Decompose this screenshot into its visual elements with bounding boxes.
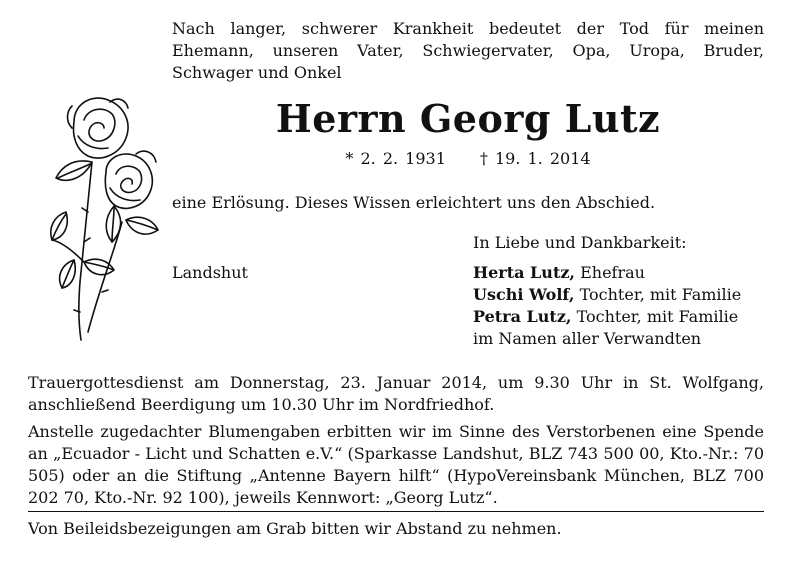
footer-note: Von Beileidsbezeigungen am Grab bitten wir Abstand zu nehmen. (28, 519, 562, 538)
mourner-relation: Tochter, mit Familie (576, 307, 739, 326)
mourners-block (473, 232, 741, 350)
mourner-entry (473, 284, 741, 306)
mourner-relation: Tochter, mit Familie (579, 285, 742, 304)
relief-text: eine Erlösung. Dieses Wissen erleichtert uns den Abschied. (172, 193, 656, 212)
place-name: Landshut (172, 263, 248, 282)
death-date: † 19. 1. 2014 (479, 149, 591, 168)
mourner-entry (473, 306, 741, 328)
divider-line (28, 511, 764, 512)
mourner-relation: Ehefrau (580, 263, 645, 282)
rose-icon (44, 92, 164, 342)
birth-date: * 2. 2. 1931 (345, 149, 446, 168)
mourners-others: im Namen aller Verwandten (473, 329, 702, 348)
intro-text: Nach langer, schwerer Krankheit bedeutet der Tod für meinen Ehemann, unseren Vater, Schwiegervater, Opa, Uropa, Bruder, Schwager und Onkel (172, 19, 764, 82)
mourner-name: Petra Lutz, (473, 307, 572, 326)
service-info: Trauergottesdienst am Donnerstag, 23. Januar 2014, um 9.30 Uhr in St. Wolfgang, anschließend Beerdigung um 10.30 Uhr im Nordfriedhof. (28, 373, 764, 414)
life-dates (172, 148, 764, 170)
mourner-name: Uschi Wolf, (473, 285, 575, 304)
deceased-name: Herrn Georg Lutz (275, 96, 661, 141)
donation-request: Anstelle zugedachter Blumengaben erbitten wir im Sinne des Verstorbenen eine Spende an „Ecuador - Licht und Schatten e.V.“ (Sparkasse Landshut, BLZ 743 500 00, Kto.-Nr.: 70 505) oder an die Stiftung „Antenne Bayern hilft“ (HypoVereinsbank München, BLZ 700 202 70, Kto.-Nr. 92 100), jeweils Kennwort: „Georg Lutz“. (28, 422, 764, 507)
mourner-entry (473, 262, 741, 284)
mourner-name: Herta Lutz, (473, 263, 575, 282)
mourners-greeting: In Liebe und Dankbarkeit: (473, 233, 687, 252)
